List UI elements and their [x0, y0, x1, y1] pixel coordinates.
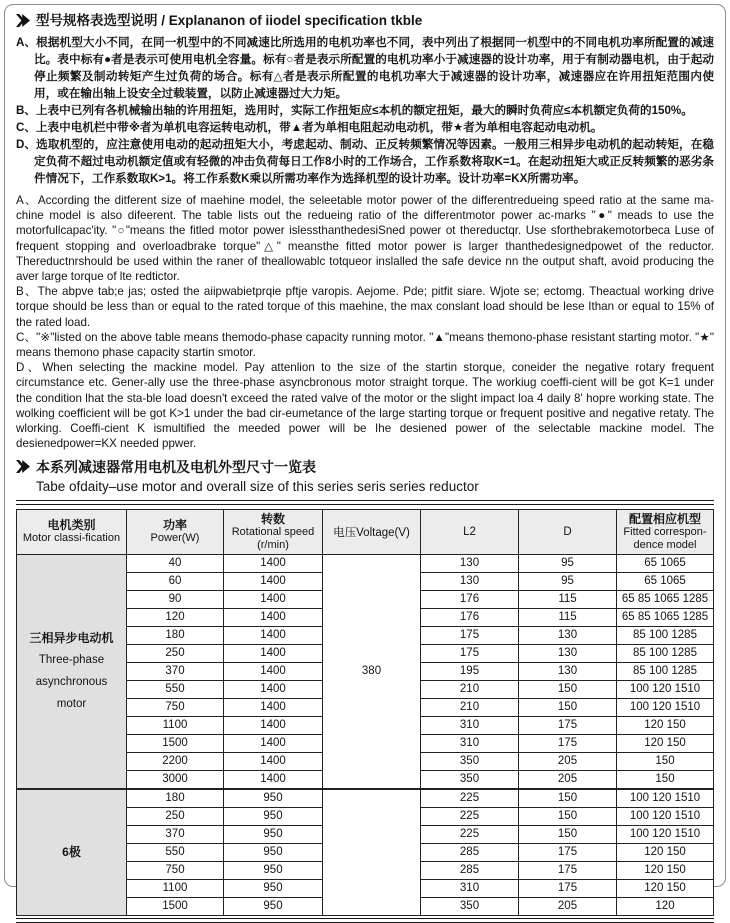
- cell-speed: 950: [224, 861, 323, 879]
- cell-d: 175: [519, 879, 617, 897]
- cell-voltage: [323, 789, 421, 916]
- cell-model: 120: [617, 897, 714, 915]
- cell-l2: 350: [421, 770, 519, 789]
- cell-l2: 225: [421, 789, 519, 808]
- cell-l2: 350: [421, 752, 519, 770]
- cell-speed: 1400: [224, 590, 323, 608]
- cell-model: 85 100 1285: [617, 662, 714, 680]
- cell-speed: 950: [224, 879, 323, 897]
- cell-speed: 950: [224, 843, 323, 861]
- cell-d: 150: [519, 698, 617, 716]
- cell-l2: 130: [421, 554, 519, 572]
- motor-table-header-row: [17, 509, 714, 554]
- cell-power: 1500: [127, 734, 224, 752]
- cell-model: 65 1065: [617, 572, 714, 590]
- cell-d: 130: [519, 662, 617, 680]
- cell-power: 40: [127, 554, 224, 572]
- cell-model: 100 120 1510: [617, 807, 714, 825]
- cell-l2: 175: [421, 644, 519, 662]
- cell-l2: 285: [421, 843, 519, 861]
- cell-model: 100 120 1510: [617, 825, 714, 843]
- cell-d: 175: [519, 716, 617, 734]
- cell-l2: 176: [421, 590, 519, 608]
- cell-power: 180: [127, 626, 224, 644]
- cell-model: 85 100 1285: [617, 626, 714, 644]
- cn-note-b: B、上表中已列有各机械输出轴的许用扭矩，选用时，实际工作扭矩应≤本机的额定扭矩，最大的瞬时负荷应≤本机额定负荷的150%。: [16, 104, 693, 117]
- section-marker-icon: [16, 12, 30, 27]
- cell-d: 150: [519, 789, 617, 808]
- document-page: [4, 4, 726, 913]
- cell-power: 750: [127, 861, 224, 879]
- cell-power: 250: [127, 644, 224, 662]
- en-note-c: C、"※"listed on the above table means themodo-phase capacity running motor. "▲"means themono-phase resistant starting motor. "★" means themono phase capacity startin smotor.: [16, 330, 714, 360]
- cell-speed: 1400: [224, 734, 323, 752]
- cell-l2: 130: [421, 572, 519, 590]
- column-header: 电压Voltage(V): [323, 509, 421, 554]
- section2-marker-icon: [16, 458, 30, 473]
- cell-power: 370: [127, 662, 224, 680]
- cn-note-d: D、选取机型的，应注意使用电动的起动扭矩大小，考虑起动、制动、正反转频繁情况等因素。一般用三相异步电动机的起动转矩，在稳定负荷不超过电动机额定值或有轻微的冲击负荷每日工作8小时的工作场合，工作系数将取K=1。在起动扭矩大或正反转频繁的恶劣条件情况下，工作系数取K>1。将工作系数K乘以所需功率作为选择机型的设计功率。设计功率=KX所需功率。: [16, 138, 714, 185]
- cell-l2: 350: [421, 897, 519, 915]
- cell-model: 85 100 1285: [617, 644, 714, 662]
- cell-d: 95: [519, 572, 617, 590]
- cell-speed: 1400: [224, 698, 323, 716]
- column-header: 功率 Power(W): [127, 509, 224, 554]
- cell-model: 65 85 1065 1285: [617, 590, 714, 608]
- cell-l2: 210: [421, 698, 519, 716]
- cell-d: 150: [519, 680, 617, 698]
- cell-speed: 1400: [224, 752, 323, 770]
- cell-model: 65 1065: [617, 554, 714, 572]
- cell-power: 370: [127, 825, 224, 843]
- cell-model: 100 120 1510: [617, 698, 714, 716]
- en-note-a: A、According the ditferent size of maehine model, the seleetable motor power of the differentredueing speed ratio at the same ma-chine model is also difeerent. The table lists out the redueing ratio of the differentmotor power ac-marks "●" meads to use the motorfullcapac'ity. "○"means the fitled motor power islessthanthedesiSned power ot thereductqr. Use sforthebrakemotorbeca Luse of frequent stopping and overloadbrake torque"△" meansthe fitted motor power is larger thanthedesignedpowet of the reductor. Thereductnrshould be used within the raner of theallowablc totqueor inslalled the safe device nn the output shaft, avoid producing the aver large torque of lte redtictor.: [16, 194, 714, 284]
- section2-title-cn: 本系列减速器常用电机及电机外型尺寸一览表: [36, 459, 316, 476]
- cell-speed: 1400: [224, 716, 323, 734]
- cell-model: 150: [617, 770, 714, 789]
- cell-model: 150: [617, 752, 714, 770]
- cell-d: 175: [519, 843, 617, 861]
- cell-model: 120 150: [617, 861, 714, 879]
- cell-speed: 1400: [224, 554, 323, 572]
- cell-voltage: 380: [323, 554, 421, 789]
- cell-power: 90: [127, 590, 224, 608]
- cell-speed: 1400: [224, 608, 323, 626]
- cell-power: 750: [127, 698, 224, 716]
- column-header: 转数 Rotational speed (r/min): [224, 509, 323, 554]
- cell-power: 1500: [127, 897, 224, 915]
- cell-speed: 1400: [224, 662, 323, 680]
- motor-size-table-wrap: [16, 500, 714, 923]
- cell-speed: 1400: [224, 572, 323, 590]
- section2-title-en: Tabe ofdaity–use motor and overall size of this series seris series reductor: [36, 479, 479, 495]
- cell-model: 100 120 1510: [617, 680, 714, 698]
- section1-title: 型号规格表选型说明 / Explananon of iiodel specification tkble: [36, 13, 423, 28]
- motor-table-body: [17, 554, 714, 915]
- cell-d: 95: [519, 554, 617, 572]
- cell-model: 120 150: [617, 843, 714, 861]
- double-rule-bottom: [16, 918, 714, 923]
- cell-power: 3000: [127, 770, 224, 789]
- motor-class-cell: 三相异步电动机 Three-phase asynchronous motor: [17, 554, 127, 789]
- section2-header: [16, 458, 714, 496]
- cell-power: 180: [127, 789, 224, 808]
- cell-power: 60: [127, 572, 224, 590]
- cell-d: 115: [519, 608, 617, 626]
- cell-power: 550: [127, 843, 224, 861]
- cell-l2: 225: [421, 825, 519, 843]
- cell-l2: 310: [421, 879, 519, 897]
- cell-power: 550: [127, 680, 224, 698]
- cell-d: 130: [519, 626, 617, 644]
- column-header: D: [519, 509, 617, 554]
- cell-speed: 950: [224, 897, 323, 915]
- cell-d: 150: [519, 807, 617, 825]
- cell-l2: 195: [421, 662, 519, 680]
- cell-l2: 285: [421, 861, 519, 879]
- column-header: L2: [421, 509, 519, 554]
- cell-power: 2200: [127, 752, 224, 770]
- cell-d: 205: [519, 897, 617, 915]
- cell-d: 150: [519, 825, 617, 843]
- motor-class-cell: 6极: [17, 789, 127, 916]
- table-row: [17, 789, 714, 808]
- cell-power: 1100: [127, 879, 224, 897]
- english-notes: [16, 193, 714, 451]
- cell-model: 65 85 1065 1285: [617, 608, 714, 626]
- cell-d: 175: [519, 734, 617, 752]
- cell-model: 120 150: [617, 716, 714, 734]
- cell-speed: 1400: [224, 644, 323, 662]
- cell-speed: 950: [224, 807, 323, 825]
- cell-speed: 1400: [224, 680, 323, 698]
- chinese-notes: [16, 34, 714, 187]
- cell-power: 120: [127, 608, 224, 626]
- cell-l2: 310: [421, 716, 519, 734]
- cell-power: 1100: [127, 716, 224, 734]
- cn-note-a: A、根据机型大小不同，在同一机型中的不同减速比所选用的电机功率也不同，表中列出了根据同一机型中的不同电机功率所配置的减速比。表中标有●者是表示可使用电机全容量。标有○者是表示所配置的电机功率小于减速器的设计功率，用于有制动器电机，由于起动停止频繁及制动转矩产生过负荷的场合。标有△者是表示所配置的电机功率大于减速器的设计功率，减速器应在许用扭矩范围内使用，或在输出轴上设安全过载装置，以防止减速器过大力矩。: [16, 36, 714, 100]
- cell-speed: 1400: [224, 626, 323, 644]
- cell-l2: 176: [421, 608, 519, 626]
- section1-header: [16, 12, 714, 29]
- column-header: 电机类别 Motor classi-fication: [17, 509, 127, 554]
- cell-speed: 1400: [224, 770, 323, 789]
- cell-d: 205: [519, 752, 617, 770]
- cell-model: 120 150: [617, 879, 714, 897]
- cell-l2: 310: [421, 734, 519, 752]
- table-row: [17, 554, 714, 572]
- cell-d: 130: [519, 644, 617, 662]
- cell-power: 250: [127, 807, 224, 825]
- cn-note-c: C、上表中电机栏中带※者为单机电容运转电动机，带▲者为单相电阻起动电动机，带★者为单相电容起动电动机。: [16, 121, 603, 134]
- en-note-b: B、The abpve tab;e jas; osted the aiipwabietprqie pftje varopis. Aejome. Pde; pitfit siare. Wjote se; ectomg. Theactual working drive torque should be less than or equal to the rated torque of this maehine, the max conslant load should be lese Ithan or equal to 15% of the rated load.: [16, 285, 714, 329]
- column-header: 配置相应机型 Fitted correspon-dence model: [617, 509, 714, 554]
- cell-d: 175: [519, 861, 617, 879]
- en-note-d: D、When selecting the mackine model. Pay attenlion to the size of the startin storque, coneider the negative rotary frequent circumstance etc. Gener-ally use the three-phase asyncbronous motor straight torque. The workiug coeffi-cient will be got K=1 under the condition lhat the sta-ble load doesn't exceed the rated valve of the motor or the slight impact loa 4 daily 8' hopre working state. The wolking coefficient will be got K>1 under the bad cir-eumetance of the large starting torque or frequent positive and negative retaty. The wlorking. Coeffi-cient K ismultified the meeded power will be Ihe desiened power of the selectable mackine model. The desienedpower=KX needed ppwer.: [16, 361, 714, 451]
- double-rule-top: [16, 500, 714, 505]
- motor-size-table: [16, 509, 714, 916]
- cell-model: 100 120 1510: [617, 789, 714, 808]
- cell-model: 120 150: [617, 734, 714, 752]
- cell-d: 205: [519, 770, 617, 789]
- cell-l2: 225: [421, 807, 519, 825]
- cell-speed: 950: [224, 789, 323, 808]
- cell-l2: 210: [421, 680, 519, 698]
- cell-l2: 175: [421, 626, 519, 644]
- cell-d: 115: [519, 590, 617, 608]
- cell-speed: 950: [224, 825, 323, 843]
